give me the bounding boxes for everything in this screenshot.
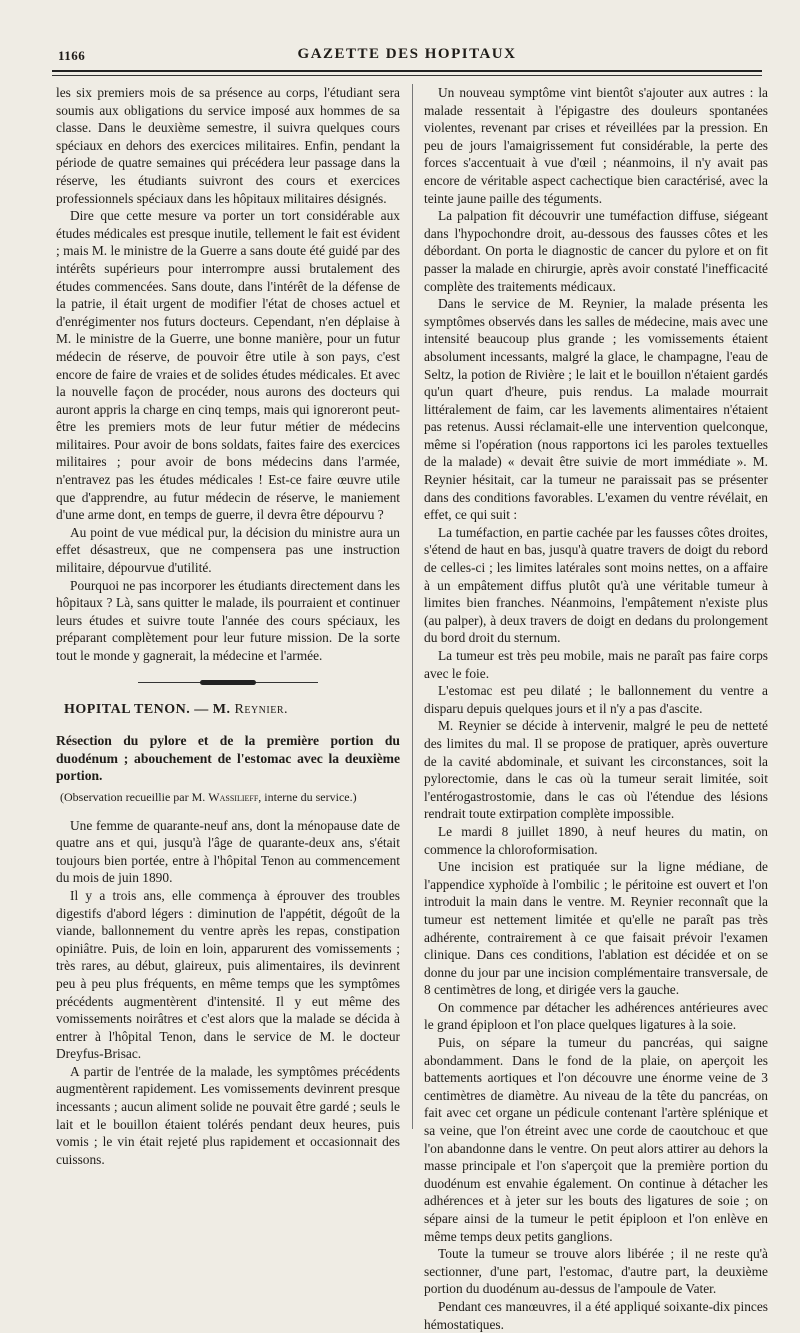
paragraph: Une femme de quarante-neuf ans, dont la ménopause date de quatre ans et qui, jusqu'à l'âge de quarante-deux ans, s'était toujours bien portée, entre à l'hôpital Tenon au commencement du mois de juin 1890. [56,817,400,886]
observation-prefix: (Observation recueillie par M. [60,789,206,804]
paragraph: A partir de l'entrée de la malade, les symptômes précédents augmentèrent rapidement. Les vomissements devinrent presque incessants ; aucun aliment solide ne pouvait être gardé ; seuls le lait et le bouillon étaient tolérés pendant deux heures, puis vomis ; le vin était rejeté plus rapidement et occasionnait des cuissons. [56,1063,400,1167]
paragraph: Une incision est pratiquée sur la ligne médiane, de l'appendice xyphoïde à l'ombilic ; le péritoine est ouvert et l'on introduit la main dans le ventre. M. Reynier reconnaît que la tumeur est nettement limitée et qu'elle ne paraît pas très adhérente, contrairement à ce que faisait prévoir l'examen clinique. Dans ces conditions, l'ablation est décidée et on se donne du jour par une incision complémentaire transversale, de 8 centimètres de long, et dirigée vers la gauche. [424,859,768,998]
paragraph: Dire que cette mesure va porter un tort considérable aux études médicales est presque inutile, tellement le fait est évident ; mais M. le ministre de la Guerre a sans doute été guidé par des intérêts supérieurs pour interrompre aussi brutalement des études commencées. Sans doute, dans l'intérêt de la défense de la patrie, il était urgent de modifier l'état de choses actuel et d'enrégimenter nos futurs docteurs. Cependant, n'en déplaise à M. le ministre de la Guerre, une bonne manière, pour un futur médecin de réserve, de pouvoir être utile à son pays, c'est encore de faire de vraies et de solides études médicales. Et avec la nouvelle façon de procéder, nous aurons des docteurs qui auront appris la charge en cinq temps, mais qui ignoreront peut-être les premiers mots de leur futur métier de médecins militaires. Pour avoir de bons soldats, faites faire des exercices militaires ; pour avoir de bons médecins dans l'armée, n'entravez pas les études médicales ! Est-ce faire œuvre utile que d'apprendre, au futur médecin de réserve, le maniement d'une arme dont, en temps de guerre, il devra être dépourvu ? [56,208,400,523]
header-rule-thick [52,70,762,72]
paragraph: Toute la tumeur se trouve alors libérée ; il ne reste qu'à sectionner, d'une part, l'estomac, d'autre part, la deuxième portion du duodénum au-dessus de l'ampoule de Vater. [424,1246,768,1297]
paragraph: Dans le service de M. Reynier, la malade présenta les symptômes observés dans les salles de médecine, mais avec une intensité beaucoup plus grande ; les vomissements étaient absolument incessants, malgré la glace, le champagne, l'eau de Seltz, la potion de Rivière ; le lait et le bouillon n'étaient gardés qu'un quart d'heure, puis rendus. La malade mourrait littéralement de faim, car les lavements alimentaires n'étaient pas retenus. Aussi réclamait-elle une intervention quelconque, même si l'opération (nous rapportons ici les paroles textuelles de la malade) « devait être suivie de mort immédiate ». M. Reynier hésitait, car la tumeur ne paraissait pas se présenter dans des conditions favorables. L'examen du ventre révélait, en effet, ce qui suit : [424,296,768,523]
section-heading [64,701,400,719]
right-column [424,84,768,1332]
article-title: Résection du pylore et de la première portion du duodénum ; abouchement de l'estomac avec la deuxième portion. [56,733,400,784]
paragraph: Le mardi 8 juillet 1890, à neuf heures du matin, on commence la chloroformisation. [424,823,768,857]
paragraph: La tuméfaction, en partie cachée par les fausses côtes droites, s'étend de haut en bas, jusqu'à quatre travers de doigt du rebord de celles-ci ; les limites latérales sont moins nettes, on a affaire à un empâtement diffus plutôt qu'à une véritable tumeur à limites bien franches. Néanmoins, l'empâtement n'existe plus (au palper), à deux travers de doigt en dedans du prolongement du bord droit du sternum. [424,524,768,646]
observation-credit [56,789,400,807]
paragraph: La tumeur est très peu mobile, mais ne paraît pas faire corps avec le foie. [424,648,768,681]
header-rule-thin [52,75,762,76]
paragraph: Pendant ces manœuvres, il a été appliqué soixante-dix pinces hémostatiques. [424,1298,768,1332]
column-divider [412,84,413,1129]
paragraph: Au point de vue médical pur, la décision du ministre aura un effet désastreux, que ne compensera pas une instruction militaire, dépourvue d'utilité. [56,524,400,576]
left-column [56,84,400,1167]
paragraph: Il y a trois ans, elle commença à éprouver des troubles digestifs d'abord légers : diminution de l'appétit, dégoût de la viande, ballonnement du ventre après les repas, constipation opiniâtre. Puis, de loin en loin, apparurent des vomissements ; très rares, au début, glaireux, puis alimentaires, ils devinrent peu à peu plus fréquents, en même temps que les symptômes précédents augmentèrent d'intensité. Il y eut même des vomissements noirâtres et c'est alors que la malade se décida à entrer à l'hôpital Tenon, dans le service de M. le docteur Dreyfus-Brisac. [56,887,400,1062]
paragraph: M. Reynier se décide à intervenir, malgré le peu de netteté des limites du mal. Il se propose de pratiquer, après ouverture de la cavité abdominale, et suivant les circonstances, soit la pylorectomie, dans le cas où la tumeur serait limitée, soit l'entérogastrostomie, dans le cas où l'étendue des lésions rendrait toute extirpation complète impossible. [424,718,768,822]
paragraph: Puis, on sépare la tumeur du pancréas, qui saigne abondamment. Dans le fond de la plaie, on aperçoit les battements aortiques et l'on découvre une énorme veine de 3 centimètres de diamètre. Au niveau de la tête du pancréas, on fait avec cet organe un pédicule contenant l'artère splénique et sa veine, que l'on étreint avec une corde de caoutchouc et que l'on abandonne dans le ventre. On peut alors attirer au dehors la masse principale et l'on s'aperçoit que la première portion du duodénum est envahie également. On continue à détacher les adhérences et à jeter sur les bouts des ligatures de soie ; on sépare ainsi de la tumeur le petit épiploon et l'on enlève en même temps deux petits ganglions. [424,1035,768,1244]
paragraph: Pourquoi ne pas incorporer les étudiants directement dans les hôpitaux ? Là, sans quitter le malade, ils pourraient et continuer leurs études et suivre toute l'année des cours spéciaux, les préparant complètement pour leur future mission. De la sorte tout le monde y gagnerait, la médecine et l'armée. [56,577,400,663]
paragraph: L'estomac est peu dilaté ; le ballonnement du ventre a disparu depuis quelques jours et il n'y a pas d'ascite. [424,683,768,716]
page-number: 1166 [58,48,86,63]
observation-author: Wassilieff [208,789,259,804]
paragraph: On commence par détacher les adhérences antérieures avec le grand épiploon et l'on place quelques ligatures à la soie. [424,999,768,1033]
section-author: Reynier. [234,701,289,717]
journal-title: GAZETTE DES HOPITAUX [297,46,517,62]
section-divider-ornament [138,679,318,687]
observation-suffix: , interne du service.) [258,789,357,804]
paragraph: Un nouveau symptôme vint bientôt s'ajouter aux autres : la malade ressentait à l'épigastre des douleurs spontanées violentes, revenant par crises et réveillées par la pression. En peu de jours l'amaigrissement fut considérable, la perte des forces s'accentuait à vue d'œil ; néanmoins, il n'y avait pas encore de véritable aspect cachectique bien caractérisé, avec la teinte jaune paille des téguments. [424,85,768,206]
paragraph: les six premiers mois de sa présence au corps, l'étudiant sera soumis aux obligations du service imposé aux hommes de sa classe. Dans le deuxième semestre, il suivra quelques cours spéciaux en dehors des exercices militaires. Enfin, pendant la période de quatre semaines qui précédera leur passage dans la réserve, les étudiants suivront des cours et exercices professionnels spéciaux dans les hôpitaux militaires désignés. [56,85,400,206]
paragraph: La palpation fit découvrir une tuméfaction diffuse, siégeant dans l'hypochondre droit, au-dessous des fausses côtes et les débordant. On porta le diagnostic de cancer du pylore et on fit passer la malade en chirurgie, après avoir constaté l'inefficacité complète des traitements médicaux. [424,208,768,294]
section-heading-text: HOPITAL TENON. — M. [64,701,231,717]
page-header [52,44,762,66]
